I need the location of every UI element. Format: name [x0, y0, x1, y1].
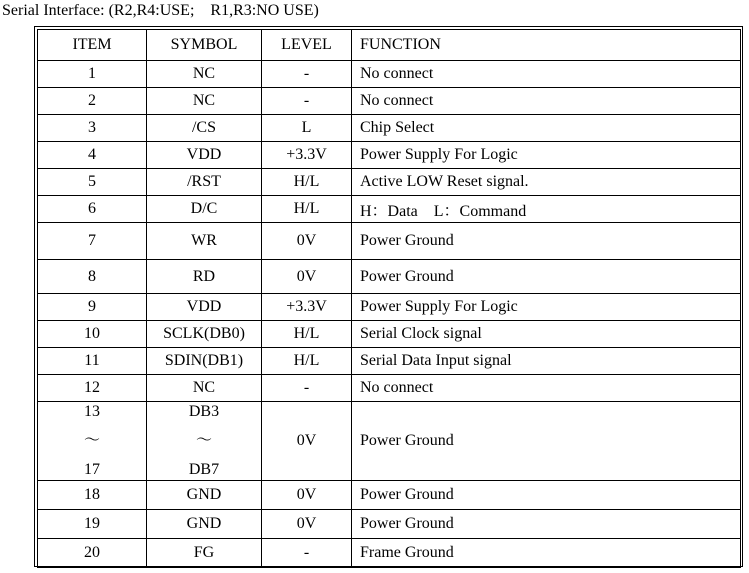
table-row [38, 223, 741, 260]
cell-level: H/L [262, 196, 352, 223]
table-row [38, 142, 741, 169]
cell-function: No connect [352, 88, 741, 115]
table-row [38, 321, 741, 348]
cell-function: Power Ground [352, 223, 741, 260]
cell-symbol: VDD [147, 142, 262, 169]
cell-function: No connect [352, 375, 741, 402]
cell-item: 7 [38, 223, 147, 260]
cell-level: +3.3V [262, 294, 352, 321]
symbol-range-start: DB3 [188, 403, 220, 420]
cell-item: 9 [38, 294, 147, 321]
cell-symbol: FG [147, 539, 262, 568]
cell-level: 0V [262, 223, 352, 260]
cell-level: 0V [262, 481, 352, 510]
item-range-start: 13 [84, 403, 100, 420]
cell-item: 18 [38, 481, 147, 510]
cell-item: 12 [38, 375, 147, 402]
header-row [38, 30, 741, 61]
cell-symbol: GND [147, 481, 262, 510]
cell-level: - [262, 375, 352, 402]
cell-level: 0V [262, 402, 352, 481]
table-row [38, 375, 741, 402]
cell-function: Serial Clock signal [352, 321, 741, 348]
table-row [38, 510, 741, 539]
cell-function: Active LOW Reset signal. [352, 169, 741, 196]
cell-item: 4 [38, 142, 147, 169]
cell-item [38, 402, 147, 481]
symbol-range-end: DB7 [188, 461, 220, 478]
cell-level: H/L [262, 169, 352, 196]
cell-level: L [262, 115, 352, 142]
header-level: LEVEL [262, 30, 352, 61]
cell-function: Serial Data Input signal [352, 348, 741, 375]
pin-assignment-table [37, 29, 741, 568]
table-row [38, 481, 741, 510]
cell-item: 11 [38, 348, 147, 375]
item-range-separator: ～ [83, 432, 100, 449]
cell-level: - [262, 539, 352, 568]
table-row [38, 260, 741, 294]
cell-level: +3.3V [262, 142, 352, 169]
header-function: FUNCTION [352, 30, 741, 61]
cell-function: Power Ground [352, 402, 741, 481]
cell-symbol: SCLK(DB0) [147, 321, 262, 348]
cell-symbol: /CS [147, 115, 262, 142]
cell-item: 8 [38, 260, 147, 294]
cell-level: - [262, 88, 352, 115]
table-row [38, 196, 741, 223]
cell-item: 5 [38, 169, 147, 196]
cell-symbol: NC [147, 61, 262, 88]
cell-symbol: NC [147, 375, 262, 402]
cell-function: Chip Select [352, 115, 741, 142]
table-row [38, 61, 741, 88]
cell-item: 10 [38, 321, 147, 348]
header-item: ITEM [38, 30, 147, 61]
cell-level: H/L [262, 321, 352, 348]
cell-item: 2 [38, 88, 147, 115]
cell-item: 6 [38, 196, 147, 223]
cell-level: 0V [262, 510, 352, 539]
cell-function: Power Supply For Logic [352, 294, 741, 321]
table-row [38, 348, 741, 375]
cell-symbol: SDIN(DB1) [147, 348, 262, 375]
item-range-end: 17 [84, 461, 100, 478]
cell-function: Power Ground [352, 260, 741, 294]
cell-symbol: RD [147, 260, 262, 294]
table-row [38, 169, 741, 196]
cell-item: 3 [38, 115, 147, 142]
symbol-range-separator: ～ [195, 432, 212, 449]
cell-level: - [262, 61, 352, 88]
cell-function: Power Ground [352, 510, 741, 539]
cell-level: 0V [262, 260, 352, 294]
cell-function: Power Ground [352, 481, 741, 510]
cell-level: H/L [262, 348, 352, 375]
table-row [38, 88, 741, 115]
cell-symbol: D/C [147, 196, 262, 223]
table-row [38, 115, 741, 142]
table-row [38, 539, 741, 568]
cell-function: No connect [352, 61, 741, 88]
cell-function: Frame Ground [352, 539, 741, 568]
cell-symbol [147, 402, 262, 481]
table-row [38, 294, 741, 321]
cell-function: Power Supply For Logic [352, 142, 741, 169]
cell-symbol: NC [147, 88, 262, 115]
cell-symbol: VDD [147, 294, 262, 321]
cell-function: H：Data L：Command [352, 196, 741, 223]
table-caption: Serial Interface: (R2,R4:USE; R1,R3:NO USE) [2, 2, 319, 19]
cell-symbol: GND [147, 510, 262, 539]
header-symbol: SYMBOL [147, 30, 262, 61]
cell-item: 19 [38, 510, 147, 539]
cell-item: 20 [38, 539, 147, 568]
cell-symbol: WR [147, 223, 262, 260]
cell-symbol: /RST [147, 169, 262, 196]
cell-item: 1 [38, 61, 147, 88]
table-row [38, 402, 741, 481]
